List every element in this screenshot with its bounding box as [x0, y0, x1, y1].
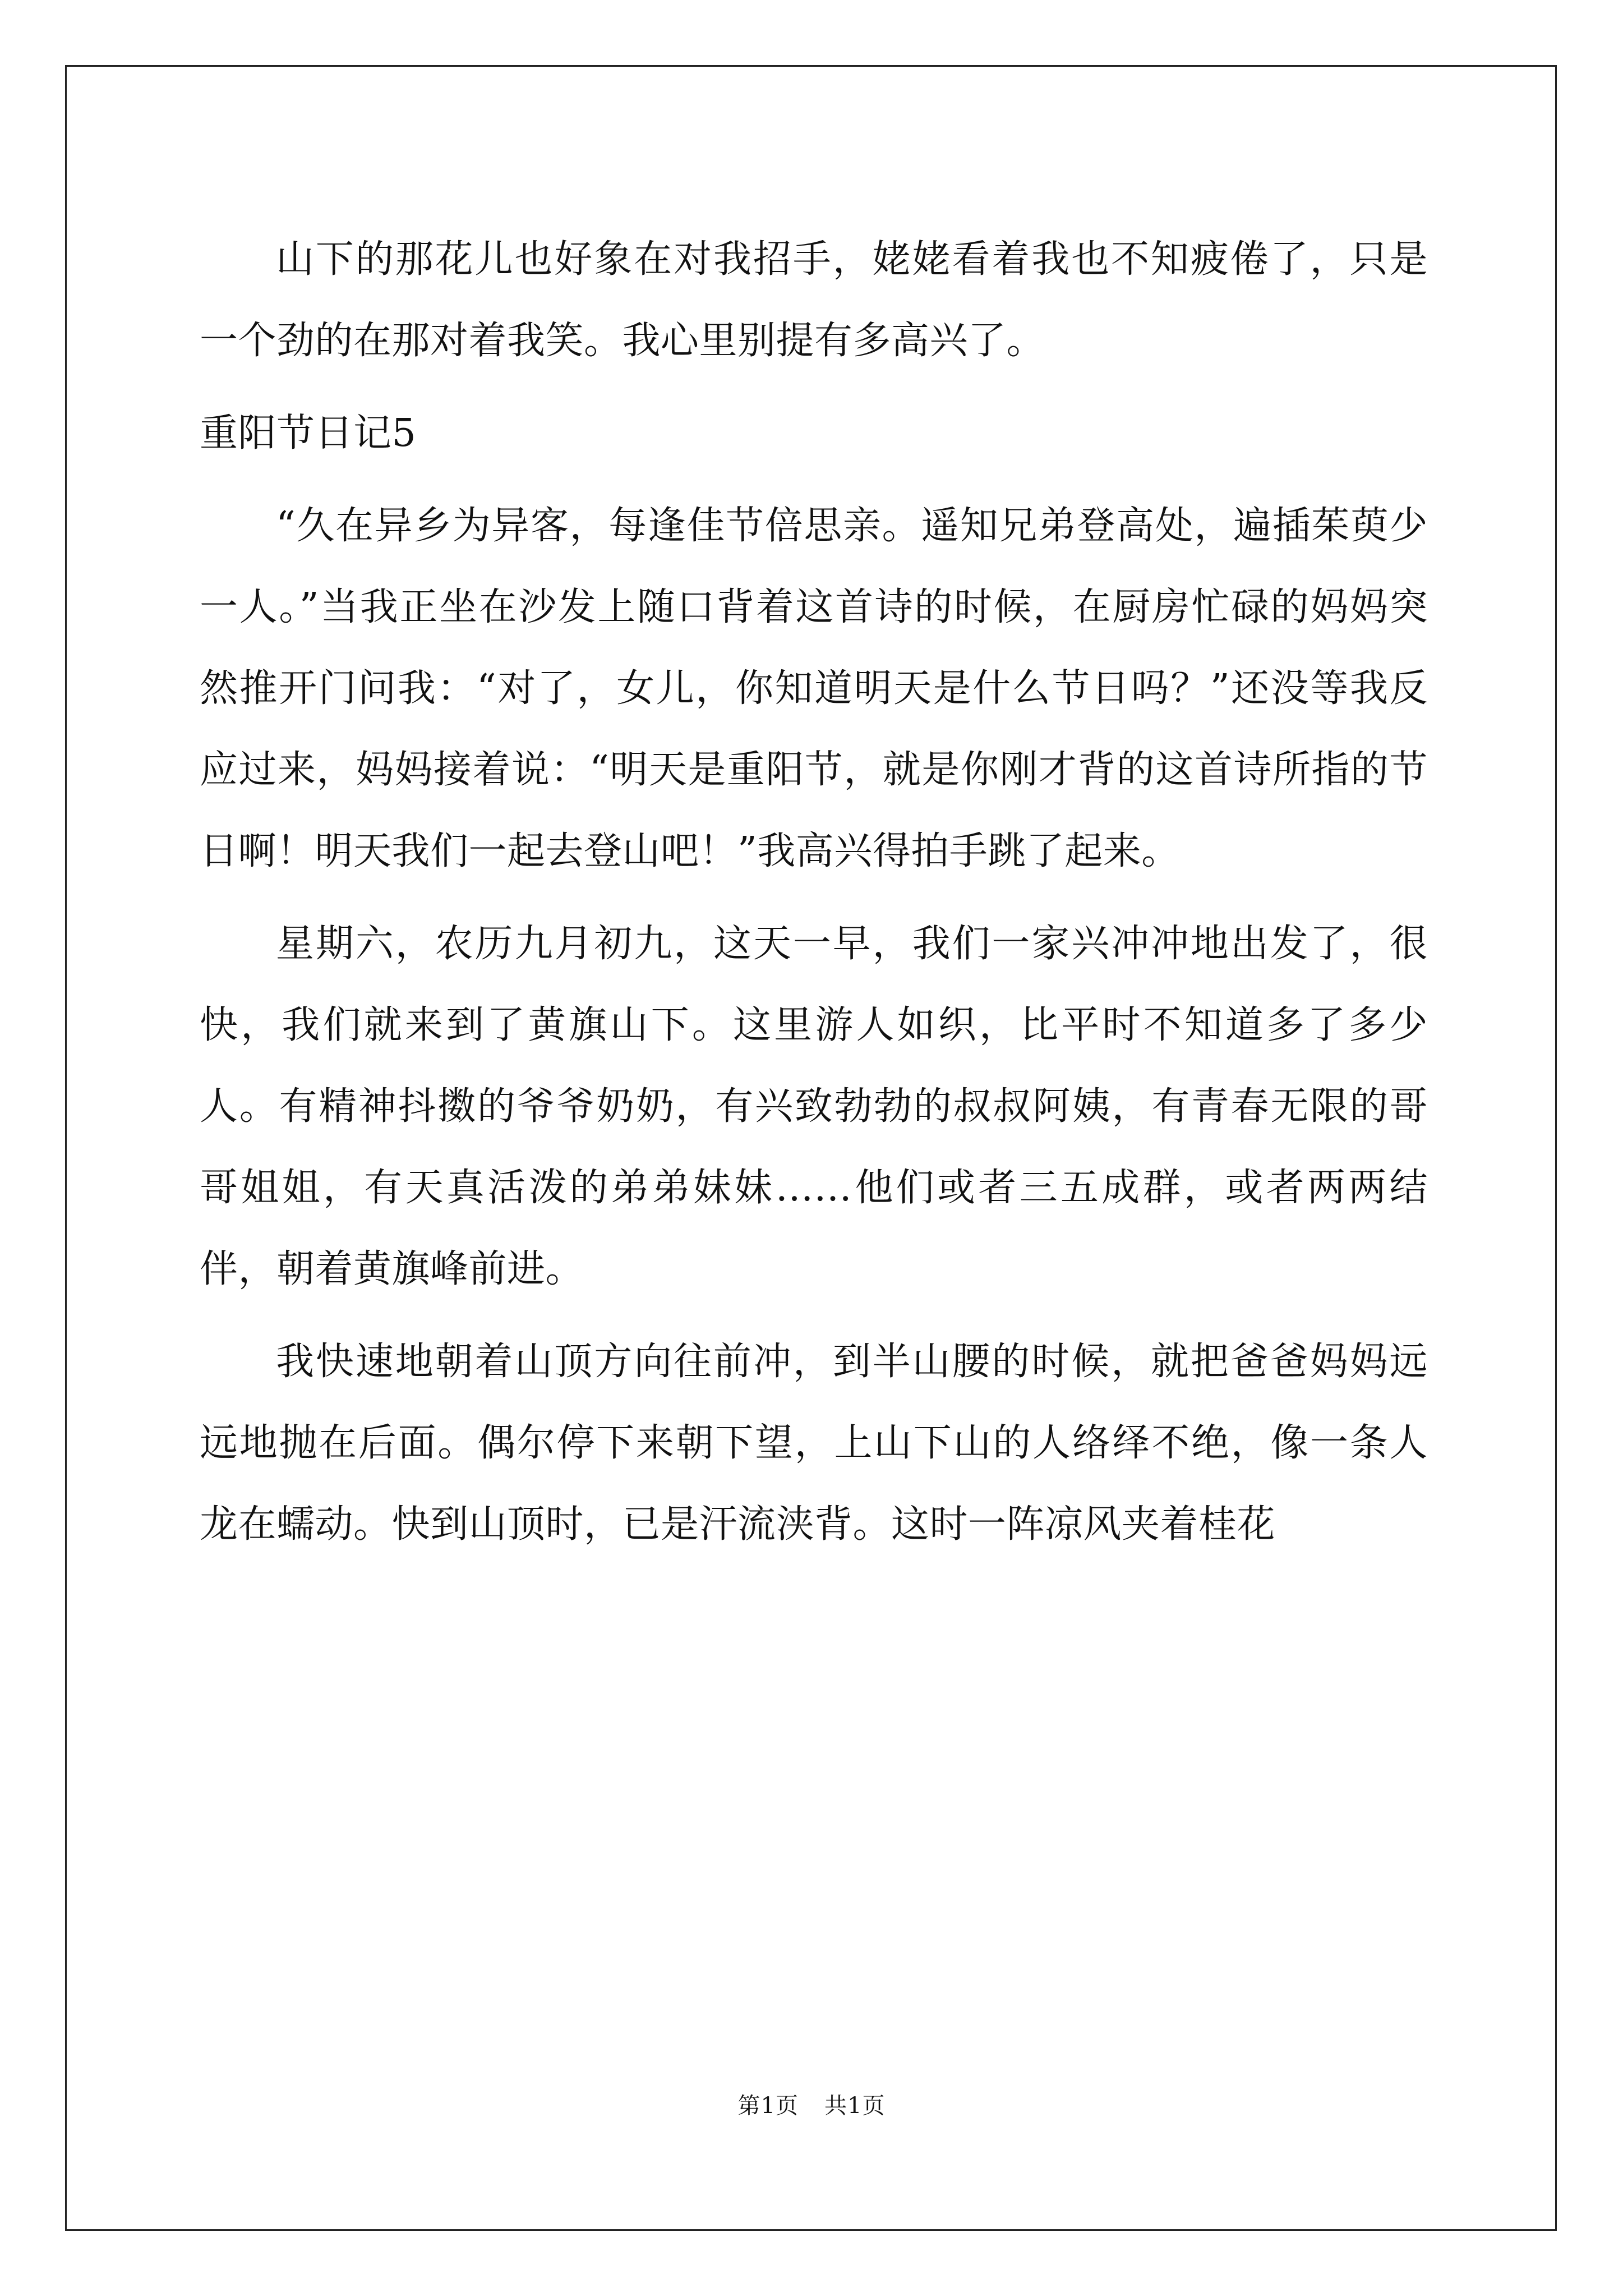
page-footer [0, 2089, 1623, 2123]
page-total: 共1页 [824, 2093, 886, 2119]
paragraph-3: 星期六，农历九月初九，这天一早，我们一家兴冲冲地出发了，很快，我们就来到了黄旗山下。这里游人如织，比平时不知道多了多少人。有精神抖擞的爷爷奶奶，有兴致勃勃的叔叔阿姨，有青春无限的哥哥姐姐，有天真活泼的弟弟妹妹……他们或者三五成群，或者两两结伴，朝着黄旗峰前进。 [200, 922, 1428, 1291]
section-heading: 重阳节日记5 [200, 411, 417, 455]
page-number: 第1页 [737, 2093, 799, 2119]
paragraph-4: 我快速地朝着山顶方向往前冲，到半山腰的时候，就把爸爸妈妈远远地抛在后面。偶尔停下来朝下望，上山下山的人络绎不绝，像一条人龙在蠕动。快到山顶时，已是汗流浃背。这时一阵凉风夹着桂花 [200, 1340, 1428, 1547]
document-body [200, 219, 1428, 1565]
paragraph-2: “久在异乡为异客，每逢佳节倍思亲。遥知兄弟登高处，遍插茱萸少一人。”当我正坐在沙发上随口背着这首诗的时候，在厨房忙碌的妈妈突然推开门问我：“对了，女儿，你知道明天是什么节日吗？”还没等我反应过来，妈妈接着说：“明天是重阳节，就是你刚才背的这首诗所指的节日啊！明天我们一起去登山吧！”我高兴得拍手跳了起来。 [200, 504, 1428, 873]
paragraph-1: 山下的那花儿也好象在对我招手，姥姥看着我也不知疲倦了，只是一个劲的在那对着我笑。我心里别提有多高兴了。 [200, 237, 1428, 363]
